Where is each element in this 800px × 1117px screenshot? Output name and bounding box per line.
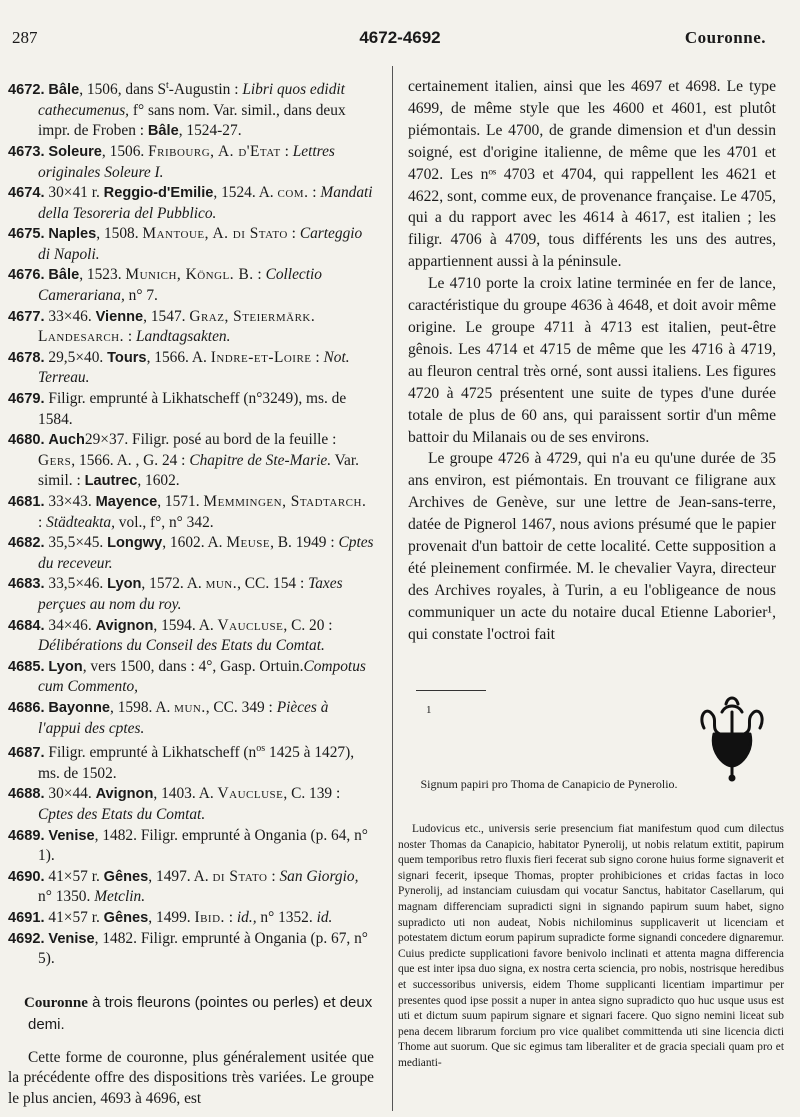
entry-dimensions: 41×57 r. [48,867,104,885]
entry-place: Bâle [147,123,179,140]
entry-number: 4677. [8,308,45,325]
entry-number: 4675. [8,226,45,243]
footnote-rule [416,690,486,691]
entry-archive: Ibid. [194,909,225,926]
entry-place: Reggio-d'Emilie [103,185,214,202]
watermark-caption: Signum papiri pro Thoma de Canapicio de Pynerolio. [420,777,678,791]
entry-archive: Mantoue, A. di Stato [142,225,288,243]
subhead-bold: Couronne [24,994,88,1011]
entry-source: Landtagsakten. [135,328,231,346]
entry-source: Cptes des Etats du Comtat. [38,806,206,824]
entry-text: : [280,142,293,160]
catalogue-entry [8,142,374,183]
entry-text: , 1508. [96,225,143,243]
entry-source: Metclin. [94,888,146,906]
entry-text: , 1572. A. [141,575,206,593]
entry-number: 4683. [8,576,45,593]
entry-number: 4689. [8,827,45,844]
entry-place: Soleure [48,143,102,160]
entry-text: , C. 139 : [283,785,341,803]
section-title: Couronne. [684,28,766,47]
entry-text: : [308,184,321,202]
entry-archive: com. [277,184,309,202]
entry-place: Mayence [95,494,158,510]
entry-number: 4681. [8,494,45,510]
entry-number: 4685. [8,658,45,675]
entry-source: Délibérations du Conseil des Etats du Comtat. [38,637,325,655]
entry-place: Bâle [48,82,80,99]
entry-text: , B. 1949 : [270,534,339,552]
entry-sup: t [166,80,169,91]
entry-text: , 1403. A. [153,785,218,803]
entry-text: Var. simil. : [38,451,360,490]
subhead [8,992,374,1036]
entry-dimensions: 33×43. [48,493,96,510]
catalogue-entry [8,183,374,224]
entry-dimensions: 29,5×40. [48,348,108,366]
catalogue-entry [8,616,374,657]
entry-place: Bayonne [48,699,111,716]
entry-dimensions: 41×57 r. [48,909,104,926]
catalogue-entry [8,307,374,348]
entry-place: Naples [48,226,97,243]
column-divider [392,66,393,1111]
entry-text: : [224,909,237,926]
entry-source: Chapitre de Ste-Marie. [189,451,332,469]
entry-place: Venise [48,930,95,947]
entry-archive: mun. [174,698,206,716]
entry-source: Cptes du receveur. [38,534,374,572]
entry-place: Lautrec [84,473,138,490]
entry-archive: Munich, Köngl. B. [125,266,254,284]
entry-dimensions: 35,5×45. [48,534,108,552]
right-paragraph-3: Le groupe 4726 à 4729, qui n'a eu qu'une durée de 35 ans environ, est piémontais. En trouvant ce filigrane aux Archives de Genève, sur une lettre de Jean-sans-terre, datée de Pignerol 1467, nous avions présumé que le papier provenait d'un battoir de cette localité. Cette supposition a été pleinement confirmée. M. le chevalier Vayra, directeur des Archives royales, à Turin, a eu l'obligeance de nous communiquer un acte du notaire ducal Etienne Laborier¹, qui constate l'octroi fait [408,450,776,643]
entry-place: Auch [48,432,85,449]
entry-archive: Vaucluse [217,785,284,803]
catalogue-entry [8,739,374,784]
entry-text: -Augustin : [168,81,243,99]
entry-archive: Graz, Steiermärk. Landesarch. [38,307,316,346]
page-header [0,26,800,56]
catalogue-entry [8,76,374,142]
entry-text: , 1506, dans S [79,81,167,99]
left-paragraph: Cette forme de couronne, plus généralement usitée que la précédente offre des dispositions très variées. Le groupe le plus ancien, 4693 à 4696, est [8,1048,374,1107]
entry-range: 4672-4692 [359,28,441,47]
entry-text: , 1497. A. [148,867,213,885]
entry-source: Städteakta, [46,513,115,531]
entry-place: Gênes [103,910,149,926]
page-number: 287 [12,28,38,47]
entry-number: 4688. [8,786,45,803]
catalogue-entry [8,533,374,574]
entry-text: : [287,225,300,243]
entry-source: Taxes perçues au nom du roy. [38,575,343,613]
entry-place: Longwy [107,535,163,552]
entry-source: Carteggio di Napoli. [38,225,363,263]
entry-number: 4686. [8,699,45,716]
catalogue-entry [8,348,374,389]
entry-text: n° 1352. [256,909,317,926]
entry-source: Mandati della Tesoreria del Pubblico. [38,184,373,222]
entry-text: 29×37. Filigr. posé au bord de la feuille : [84,431,337,449]
entry-number: 4682. [8,535,45,552]
entry-place: Vienne [95,308,144,325]
entry-text: , 1524. A. [213,184,278,202]
catalogue-entry [8,224,374,265]
entry-source: San Giorgio, [279,867,359,885]
entry-dimensions: 30×44. [48,785,96,803]
entry-text: Filigr. emprunté à Likhatscheff (n [48,744,257,762]
entry-archive: Meuse [226,534,271,552]
entry-place: Tours [107,349,147,366]
entry-text: : [253,266,266,284]
entry-text: , 1602. [137,472,180,490]
entry-text: , 1566. A. [146,348,211,366]
entry-sup: os [256,743,266,755]
catalogue-entry [8,908,374,929]
catalogue-entry [8,389,374,430]
entry-text: 1425 à 1427), ms. de 1502. [38,744,355,782]
entry-place: Avignon [95,617,154,634]
entry-text: , 1499. [148,909,195,926]
entry-text: : [267,867,280,885]
left-column [8,76,374,1110]
entry-text: Filigr. emprunté à Likhatscheff (n°3249), ms. de 1584. [38,390,347,428]
entry-source: Lettres originales Soleure I. [38,142,335,181]
entry-source: Pièces à l'appui des cptes. [38,698,329,737]
entry-dimensions: 33×46. [48,307,96,325]
entry-number: 4679. [8,391,45,408]
entry-source: Collectio Camerariana, [38,266,322,305]
entry-source: Libri quos edidit cathecumenus, [38,81,345,119]
entry-text: , C. 20 : [283,616,333,634]
footnote-mark: 1 [426,704,432,716]
catalogue-entry [8,826,374,867]
latin-footnote: Ludovicus etc., universis serie presencium fiat manifestum quod cum dilectus noster Thomas da Canapicio, habitator Pynerolij, ut nobis relatum extitit, papirum quem temporibus retro fluxis fieri fecerat sub signo corone huius forme signaverit et signari fecerit, ipseque Thomas, propter prohibiciones et cridas factas in loco Pynerolij, ad instanciam cuiusdam qui vocatur Sanctus, habitator Casellarum, qui magnam differenciam supradicti signi in signando papirum suum habet, signo supradicto uti non audeat, Nobis nichilominus supplicaverit ut licenciam et potestatem dictum eorum papirum supradicte forme signandi concedere dignaremur. Cuius predicte supplicationi favore benivolo inclinati et attenta magna differencia que est inter ipsa duo signa, ex nostra certa sciencia, pro nobis, nostrisque heredibus et successoribus universis, eidem Thome supplicanti licentiam impartimur per presentes quod ipse possit a nuper in antea signo supradicto quo huc usque usus est uti et dictum suum papirum signare et signari facere. Quo signo nemini liceat sub pena decem librarum forcium pro vice qualibet committenda uti sine licencia dicti Thome aut suorum. Que sic egimus tam liberaliter et de gracia speciali quam pro et medianti- [398,823,784,1069]
entry-text: , CC. 154 : [237,575,309,593]
right-paragraph-1: certainement italien, ainsi que les 4697 et 4698. Le type 4699, de même style que les 4600 et 4601, est plutôt piémontais. Le 4700, de grande dimension et d'un dessin soigné, est d'origine italienne, de même que les 4701 et 4702. Les nᵒˢ 4703 et 4704, qui rappellent les 4621 et 4622, sont, comme eux, de provenance française. Le 4705, qui a du rapport avec les 4614 à 4617, est italien ; les filigr. 4706 à 4709, tous différents les uns des autres, appartiennent aussi à la péninsule. [408,78,776,271]
entry-place: Venise [48,827,95,844]
catalogue-entry [8,265,374,306]
right-column [408,76,776,646]
entry-archive: Memmingen, Stadtarch. [203,493,367,510]
entry-text: , 1594. A. [153,616,218,634]
catalogue-entry [8,698,374,739]
catalogue-entry [8,430,374,492]
entry-archive: Gers [38,451,72,469]
entry-number: 4674. [8,185,45,202]
entry-number: 4673. [8,143,45,160]
entry-number: 4680. [8,432,45,449]
entry-text: , 1506. [101,142,149,160]
entry-number: 4690. [8,868,45,885]
entry-archive: Indre-et-Loire [210,348,312,366]
entry-text: , 1566. A. [71,451,136,469]
entry-source: Compotus cum Commento, [38,657,366,696]
entry-number: 4672. [8,82,45,99]
entry-text: , vers 1500, dans : [82,657,199,675]
catalogue-entry [8,574,374,615]
entry-archive: Vaucluse [217,616,284,634]
entry-place: Avignon [95,786,154,803]
entry-text: , G. 24 : [135,451,190,469]
entry-text: n° 1350. [38,888,95,906]
subhead-rest: à trois fleurons (pointes ou perles) et deux demi. [28,993,373,1033]
entry-list [8,76,374,970]
entry-text: : [38,513,47,531]
entry-dimensions: 34×46. [48,616,96,634]
entry-text: , 1547. [143,307,190,325]
entry-text: , 1482. Filigr. emprunté à Ongania (p. 67, n° 5). [38,929,368,968]
entry-text: 4°, Gasp. Ortuin. [198,657,304,675]
entry-text: vol., f°, n° 342. [114,513,214,531]
entry-text: , 1523. [79,266,126,284]
entry-text: : [311,348,324,366]
entry-dimensions: 30×41 r. [48,184,104,202]
entry-place: Gênes [103,868,149,885]
entry-number: 4692. [8,930,45,947]
entry-text: , 1571. [157,493,204,510]
catalogue-entry [8,492,374,533]
entry-archive: Fribourg, A. d'Etat [148,142,281,160]
entry-text: , 1598. A. [110,698,175,716]
entry-place: Lyon [48,658,83,675]
entry-text: , CC. 349 : [205,698,277,716]
entry-dimensions: 33,5×46. [48,575,108,593]
catalogue-entry [8,867,374,908]
entry-source: id., [236,909,257,926]
entry-source: id. [316,909,333,926]
entry-number: 4684. [8,617,45,634]
entry-text: , 1482. Filigr. emprunté à Ongania (p. 64, n° 1). [38,826,368,865]
crown-flower-watermark-icon [690,690,774,782]
catalogue-entry [8,657,374,698]
catalogue-entry [8,784,374,825]
entry-number: 4676. [8,267,45,284]
entry-archive: di Stato [212,867,268,885]
entry-source: Not. Terreau. [38,348,350,387]
entry-number: 4687. [8,745,45,762]
entry-text: : [123,328,136,346]
entry-text: n° 7. [124,287,158,305]
right-paragraph-2: Le 4710 porte la croix latine terminée en fer de lance, caractéristique du groupe 4636 à 4648, et doit avoir même origine. Le groupe 4711 à 4713 est italien, peut-être gênois. Les 4714 et 4715 de même que les 4716 à 4719, au fleuron central très orné, sont aussi italiens. Les figures 4720 à 4725 présentent une suite de types d'une durée totale de plus de 60 ans, qui paraissent sortir d'un même battoir du Milanais ou de ses environs. [408,275,776,446]
entry-text: f° sans nom. Var. simil., dans deux impr. de Froben : [38,101,346,140]
entry-number: 4691. [8,910,45,926]
entry-number: 4678. [8,349,45,366]
entry-place: Lyon [107,576,142,593]
entry-archive: mun. [205,575,238,593]
entry-text: , 1524-27. [178,122,242,140]
entry-text: , 1602. A. [162,534,227,552]
catalogue-entry [8,929,374,970]
entry-place: Bâle [48,267,80,284]
